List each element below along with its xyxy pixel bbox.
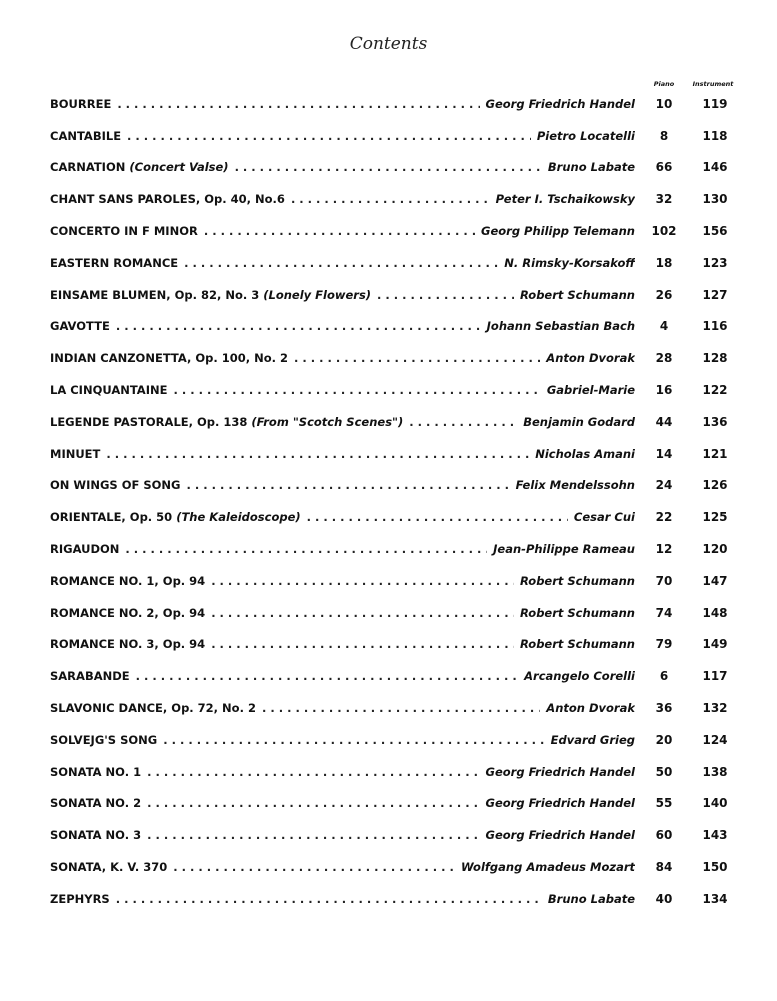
entry-title-wrap xyxy=(50,415,409,429)
dot-leader xyxy=(117,97,479,111)
entry-left xyxy=(50,192,635,206)
entry-title: EASTERN ROMANCE xyxy=(50,255,179,270)
entry-title-wrap xyxy=(50,192,291,206)
entry-title: GAVOTTE xyxy=(50,319,110,334)
entry-title: SOLVEJG'S SONG xyxy=(50,732,158,747)
entry-composer: Benjamin Godard xyxy=(523,414,635,429)
entry-piano-page: 28 xyxy=(655,351,673,366)
toc-entry xyxy=(50,279,742,311)
entry-title: LA CINQUANTAINE xyxy=(50,383,168,398)
entry-title: SONATA, K. V. 370 xyxy=(50,860,168,875)
entry-left xyxy=(50,606,635,620)
entry-composer: Robert Schumann xyxy=(520,605,635,620)
entry-title-wrap xyxy=(50,733,163,747)
entry-left xyxy=(50,574,635,588)
toc-entry xyxy=(50,819,742,851)
toc-entry xyxy=(50,406,742,438)
entry-instrument-page: 128 xyxy=(702,351,728,366)
dot-leader xyxy=(409,415,517,429)
toc-entry xyxy=(50,215,742,247)
entry-title-wrap xyxy=(50,288,377,302)
entry-instrument-page: 130 xyxy=(702,192,728,207)
entry-title: EINSAME BLUMEN, Op. 82, No. 3 xyxy=(50,287,260,302)
toc-entry xyxy=(50,120,742,152)
dot-leader xyxy=(294,351,540,365)
entry-piano-page: 40 xyxy=(655,891,673,906)
entry-title: CARNATION xyxy=(50,160,126,175)
entry-composer: Edvard Grieg xyxy=(550,732,635,747)
entry-instrument-page: 119 xyxy=(702,96,728,111)
toc-entry xyxy=(50,756,742,788)
entry-composer: Anton Dvorak xyxy=(546,351,635,366)
dot-leader xyxy=(262,701,540,715)
dot-leader xyxy=(235,160,542,174)
entry-piano-page: 44 xyxy=(655,414,673,429)
dot-leader xyxy=(173,860,455,874)
entry-title: SONATA NO. 3 xyxy=(50,828,142,843)
entry-instrument-page: 122 xyxy=(702,383,728,398)
entry-piano-page: 16 xyxy=(655,383,673,398)
table-of-contents xyxy=(50,88,742,915)
entry-title: ZEPHYRS xyxy=(50,891,110,906)
entry-left xyxy=(50,542,635,556)
entry-composer: Robert Schumann xyxy=(520,287,635,302)
dot-leader xyxy=(125,542,487,556)
entry-title: ROMANCE NO. 3, Op. 94 xyxy=(50,637,206,652)
entry-instrument-page: 117 xyxy=(702,669,728,684)
page-title: Contents xyxy=(349,34,428,54)
entry-title: CANTABILE xyxy=(50,128,122,143)
entry-instrument-page: 143 xyxy=(702,828,728,843)
dot-leader xyxy=(147,828,479,842)
dot-leader xyxy=(211,606,514,620)
entry-piano-page: 10 xyxy=(655,96,673,111)
entry-title-wrap xyxy=(50,447,106,461)
entry-piano-page: 24 xyxy=(655,478,673,493)
entry-title: ROMANCE NO. 1, Op. 94 xyxy=(50,573,206,588)
entry-left xyxy=(50,447,635,461)
entry-instrument-page: 120 xyxy=(702,542,728,557)
entry-left xyxy=(50,415,635,429)
toc-entry xyxy=(50,851,742,883)
entry-instrument-page: 149 xyxy=(702,637,728,652)
entry-piano-page: 84 xyxy=(655,860,673,875)
entry-instrument-page: 116 xyxy=(702,319,728,334)
entry-composer: Georg Friedrich Handel xyxy=(485,828,635,843)
entry-title: MINUET xyxy=(50,446,101,461)
entry-title-wrap xyxy=(50,828,147,842)
entry-left xyxy=(50,828,635,842)
toc-entry xyxy=(50,88,742,120)
entry-piano-page: 50 xyxy=(655,764,673,779)
dot-leader xyxy=(211,637,514,651)
entry-instrument-page: 134 xyxy=(702,891,728,906)
entry-composer: Nicholas Amani xyxy=(535,446,635,461)
entry-subtitle: (Lonely Flowers) xyxy=(263,287,372,302)
dot-leader xyxy=(307,510,568,524)
entry-title: SARABANDE xyxy=(50,669,130,684)
entry-left xyxy=(50,765,635,779)
dot-leader xyxy=(186,478,509,492)
entry-composer: Georg Friedrich Handel xyxy=(485,796,635,811)
entry-title-wrap xyxy=(50,478,186,492)
entry-piano-page: 32 xyxy=(655,192,673,207)
entry-title-wrap xyxy=(50,129,127,143)
entry-title: ROMANCE NO. 2, Op. 94 xyxy=(50,605,206,620)
entry-left xyxy=(50,224,635,238)
toc-entry xyxy=(50,597,742,629)
dot-leader xyxy=(116,319,481,333)
entry-instrument-page: 123 xyxy=(702,255,728,270)
entry-piano-page: 4 xyxy=(659,319,669,334)
entry-title: RIGAUDON xyxy=(50,542,120,557)
entry-piano-page: 6 xyxy=(659,669,669,684)
entry-piano-page: 26 xyxy=(655,287,673,302)
dot-leader xyxy=(147,765,479,779)
entry-composer: Bruno Labate xyxy=(547,160,635,175)
entry-piano-page: 74 xyxy=(655,605,673,620)
entry-title: CHANT SANS PAROLES, Op. 40, No.6 xyxy=(50,192,285,207)
entry-title: SONATA NO. 1 xyxy=(50,764,142,779)
entry-piano-page: 8 xyxy=(659,128,669,143)
dot-leader xyxy=(204,224,475,238)
entry-instrument-page: 138 xyxy=(702,764,728,779)
toc-entry xyxy=(50,565,742,597)
entry-subtitle: (The Kaleidoscope) xyxy=(176,510,301,525)
entry-instrument-page: 126 xyxy=(702,478,728,493)
entry-left xyxy=(50,669,635,683)
dot-leader xyxy=(106,447,529,461)
entry-composer: Anton Dvorak xyxy=(546,701,635,716)
entry-left xyxy=(50,510,635,524)
entry-title-wrap xyxy=(50,765,147,779)
entry-piano-page: 66 xyxy=(655,160,673,175)
entry-subtitle: (Concert Valse) xyxy=(129,160,229,175)
entry-composer: Georg Philipp Telemann xyxy=(481,224,635,239)
toc-entry xyxy=(50,692,742,724)
entry-instrument-page: 118 xyxy=(702,128,728,143)
entry-title: SONATA NO. 2 xyxy=(50,796,142,811)
entry-piano-page: 14 xyxy=(655,446,673,461)
entry-left xyxy=(50,860,635,874)
entry-title: LEGENDE PASTORALE, Op. 138 xyxy=(50,414,248,429)
entry-instrument-page: 150 xyxy=(702,860,728,875)
entry-piano-page: 79 xyxy=(655,637,673,652)
dot-leader xyxy=(163,733,544,747)
entry-instrument-page: 148 xyxy=(702,605,728,620)
entry-title-wrap xyxy=(50,510,307,524)
entry-left xyxy=(50,383,635,397)
entry-composer: Arcangelo Corelli xyxy=(524,669,635,684)
toc-entry xyxy=(50,533,742,565)
dot-leader xyxy=(291,192,490,206)
entry-title-wrap xyxy=(50,796,147,810)
toc-entry xyxy=(50,152,742,184)
dot-leader xyxy=(211,574,514,588)
entry-instrument-page: 146 xyxy=(702,160,728,175)
dot-leader xyxy=(116,892,542,906)
entry-left xyxy=(50,351,635,365)
entry-left xyxy=(50,733,635,747)
entry-piano-page: 36 xyxy=(655,701,673,716)
entry-title-wrap xyxy=(50,701,262,715)
entry-title-wrap xyxy=(50,383,173,397)
toc-entry xyxy=(50,501,742,533)
entry-instrument-page: 132 xyxy=(702,701,728,716)
entry-left xyxy=(50,701,635,715)
entry-composer: Bruno Labate xyxy=(547,891,635,906)
entry-title-wrap xyxy=(50,351,294,365)
entry-title-wrap xyxy=(50,669,136,683)
toc-entry xyxy=(50,724,742,756)
entry-piano-page: 70 xyxy=(655,573,673,588)
entry-instrument-page: 127 xyxy=(702,287,728,302)
entry-piano-page: 18 xyxy=(655,255,673,270)
entry-composer: Georg Friedrich Handel xyxy=(485,764,635,779)
entry-composer: Wolfgang Amadeus Mozart xyxy=(461,860,635,875)
entry-title-wrap xyxy=(50,256,184,270)
entry-title-wrap xyxy=(50,224,204,238)
entry-composer: Peter I. Tschaikowsky xyxy=(495,192,635,207)
entry-piano-page: 60 xyxy=(655,828,673,843)
toc-entry xyxy=(50,660,742,692)
entry-composer: Cesar Cui xyxy=(573,510,635,525)
entry-instrument-page: 140 xyxy=(702,796,728,811)
toc-entry xyxy=(50,247,742,279)
toc-entry xyxy=(50,374,742,406)
toc-entry xyxy=(50,183,742,215)
entry-left xyxy=(50,288,635,302)
toc-entry xyxy=(50,788,742,820)
entry-composer: Robert Schumann xyxy=(520,637,635,652)
entry-title: ON WINGS OF SONG xyxy=(50,478,181,493)
entry-instrument-page: 121 xyxy=(702,446,728,461)
entry-title-wrap xyxy=(50,860,173,874)
entry-piano-page: 102 xyxy=(651,224,677,239)
entry-title-wrap xyxy=(50,97,117,111)
dot-leader xyxy=(127,129,531,143)
entry-instrument-page: 124 xyxy=(702,732,728,747)
dot-leader xyxy=(136,669,519,683)
entry-title-wrap xyxy=(50,319,116,333)
entry-composer: Robert Schumann xyxy=(520,573,635,588)
toc-entry xyxy=(50,311,742,343)
entry-composer: Johann Sebastian Bach xyxy=(486,319,635,334)
entry-composer: N. Rimsky-Korsakoff xyxy=(504,255,635,270)
toc-entry xyxy=(50,342,742,374)
entry-composer: Jean-Philippe Rameau xyxy=(493,542,635,557)
entry-title: SLAVONIC DANCE, Op. 72, No. 2 xyxy=(50,701,256,716)
toc-entry xyxy=(50,438,742,470)
dot-leader xyxy=(173,383,540,397)
entry-instrument-page: 136 xyxy=(702,414,728,429)
entry-left xyxy=(50,637,635,651)
entry-left xyxy=(50,97,635,111)
entry-title-wrap xyxy=(50,606,211,620)
entry-instrument-page: 147 xyxy=(702,573,728,588)
instrument-column-header: Instrument xyxy=(692,80,734,88)
entry-title-wrap xyxy=(50,637,211,651)
entry-piano-page: 55 xyxy=(655,796,673,811)
entry-left xyxy=(50,256,635,270)
entry-composer: Pietro Locatelli xyxy=(536,128,635,143)
entry-title-wrap xyxy=(50,892,116,906)
entry-composer: Gabriel-Marie xyxy=(546,383,635,398)
entry-title: BOURREE xyxy=(50,96,112,111)
entry-title: CONCERTO IN F MINOR xyxy=(50,224,198,239)
entry-subtitle: (From "Scotch Scenes") xyxy=(251,414,404,429)
entry-left xyxy=(50,160,635,174)
entry-instrument-page: 125 xyxy=(702,510,728,525)
entry-title-wrap xyxy=(50,574,211,588)
entry-left xyxy=(50,129,635,143)
dot-leader xyxy=(184,256,498,270)
entry-left xyxy=(50,478,635,492)
entry-instrument-page: 156 xyxy=(702,224,728,239)
entry-title-wrap xyxy=(50,542,125,556)
entry-left xyxy=(50,319,635,333)
dot-leader xyxy=(377,288,514,302)
entry-piano-page: 22 xyxy=(655,510,673,525)
entry-left xyxy=(50,892,635,906)
toc-entry xyxy=(50,629,742,661)
entry-piano-page: 12 xyxy=(655,542,673,557)
dot-leader xyxy=(147,796,479,810)
toc-entry xyxy=(50,883,742,915)
entry-composer: Felix Mendelssohn xyxy=(515,478,635,493)
entry-left xyxy=(50,796,635,810)
entry-title: INDIAN CANZONETTA, Op. 100, No. 2 xyxy=(50,351,289,366)
piano-column-header: Piano xyxy=(653,80,675,88)
entry-piano-page: 20 xyxy=(655,732,673,747)
toc-entry xyxy=(50,470,742,502)
entry-composer: Georg Friedrich Handel xyxy=(485,96,635,111)
entry-title-wrap xyxy=(50,160,235,174)
entry-title: ORIENTALE, Op. 50 xyxy=(50,510,173,525)
